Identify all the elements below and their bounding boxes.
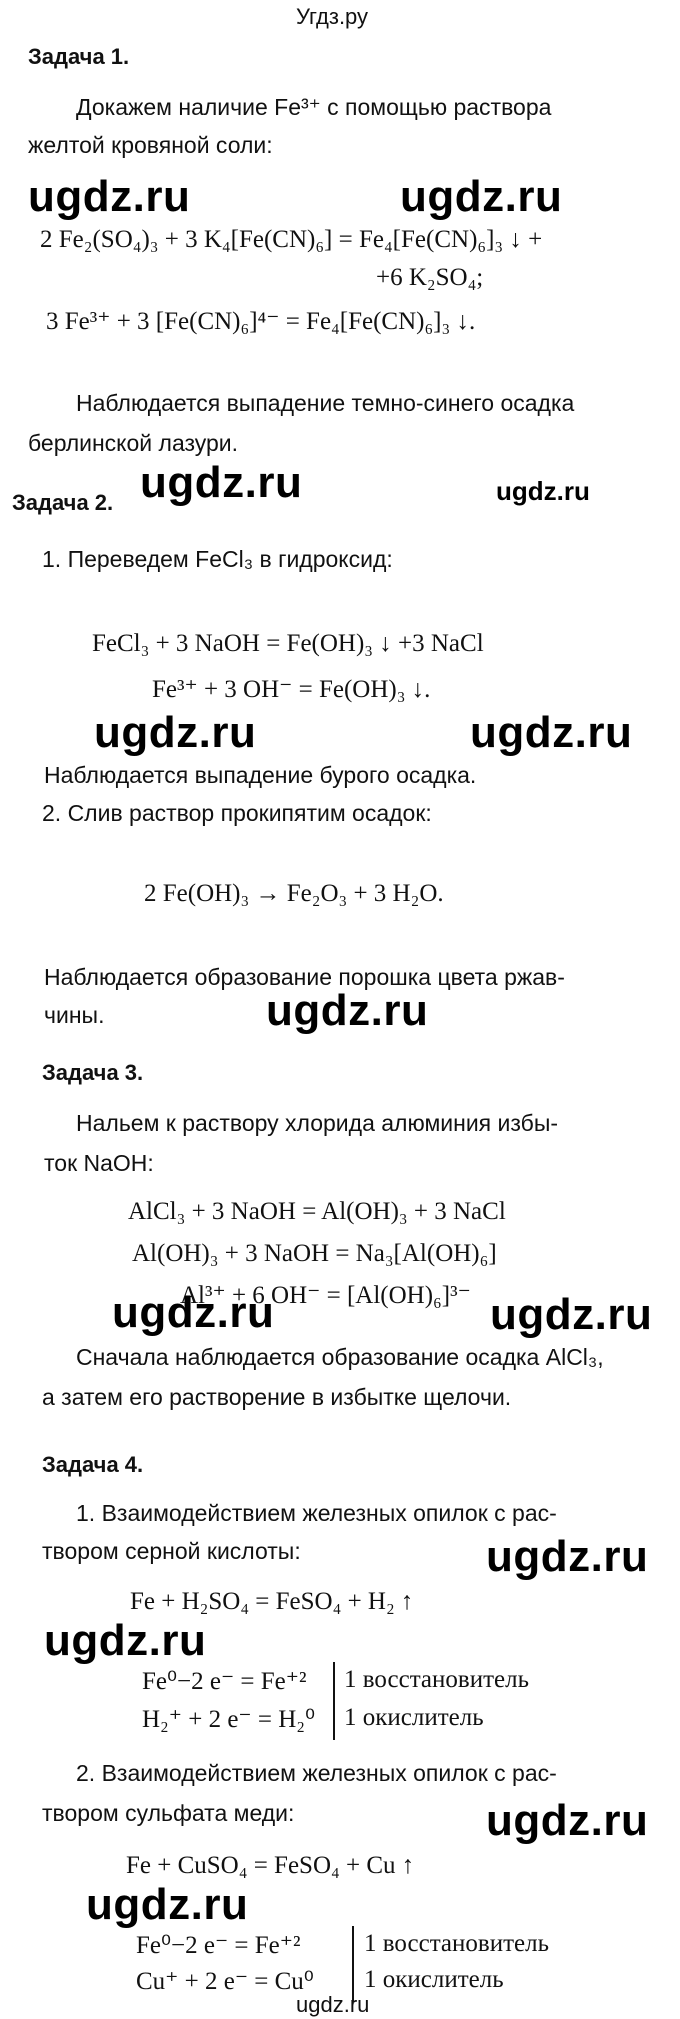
task1-equation1: 2 Fe₂(SO₄)₃ + 3 K₄[Fe(CN)₆] = Fe₄[Fe(CN)₆]₃ ↓ + (40, 226, 543, 253)
half-reaction-divider (352, 1926, 354, 2002)
watermark: ugdz.ru (44, 1616, 207, 1665)
task4-part2-line1: 2. Взаимодействием железных опилок с рас- (76, 1760, 557, 1786)
task1-intro-line2: желтой кровяной соли: (28, 132, 273, 158)
task4-title: Задача 4. (42, 1452, 144, 1477)
task4-equation2: Fe + CuSO₄ = FeSO₄ + Cu ↑ (126, 1852, 415, 1879)
site-footer: ugdz.ru (296, 1992, 370, 2017)
watermark: ugdz.ru (140, 458, 303, 507)
task3-observation-line1: Сначала наблюдается образование осадка AlCl₃, (76, 1344, 604, 1370)
task4-half2-reduction: Cu⁺ + 2 e⁻ = Cu⁰ (136, 1968, 314, 1995)
half-reaction-divider (333, 1662, 335, 1740)
task4-part1-line2: твором серной кислоты: (42, 1538, 301, 1564)
watermark: ugdz.ru (94, 708, 257, 757)
task2-equation1: FeCl₃ + 3 NaOH = Fe(OH)₃ ↓ +3 NaCl (92, 630, 484, 657)
task2-step1: 1. Переведем FeCl₃ в гидроксид: (42, 546, 393, 572)
task1-observation-line2: берлинской лазури. (28, 430, 239, 456)
task4-half2-reduction-role: 1 окислитель (364, 1966, 504, 1993)
task3-equation3: Al³⁺ + 6 OH⁻ = [Al(OH)₆]³⁻ (180, 1282, 471, 1309)
task4-equation1: Fe + H₂SO₄ = FeSO₄ + H₂ ↑ (130, 1588, 414, 1615)
task4-half1-oxidation-role: 1 восстановитель (344, 1666, 529, 1693)
task4-half1-reduction: H₂⁺ + 2 e⁻ = H₂⁰ (142, 1706, 315, 1733)
watermark: ugdz.ru (496, 476, 590, 506)
watermark: ugdz.ru (266, 986, 429, 1035)
task3-equation2: Al(OH)₃ + 3 NaOH = Na₃[Al(OH)₆] (132, 1240, 497, 1267)
task1-observation-line1: Наблюдается выпадение темно-синего осадка (76, 390, 575, 416)
watermark: ugdz.ru (470, 708, 633, 757)
task2-observation2-line1: Наблюдается образование порошка цвета ржав- (44, 964, 565, 990)
watermark: ugdz.ru (490, 1290, 653, 1339)
task2-title: Задача 2. (12, 490, 114, 515)
task2-equation3: 2 Fe(OH)₃ → Fe₂O₃ + 3 H₂O. (144, 880, 444, 907)
watermark: ugdz.ru (486, 1532, 649, 1581)
site-header: Угдз.ру (296, 4, 369, 29)
task2-step2: 2. Слив раствор прокипятим осадок: (42, 800, 432, 826)
watermark: ugdz.ru (28, 172, 191, 221)
task2-observation2-line2: чины. (44, 1002, 105, 1028)
task4-half2-oxidation: Fe⁰−2 e⁻ = Fe⁺² (136, 1932, 301, 1959)
task4-half1-oxidation: Fe⁰−2 e⁻ = Fe⁺² (142, 1668, 307, 1695)
task4-part2-line2: твором сульфата меди: (42, 1800, 295, 1826)
task3-intro-line1: Нальем к раствору хлорида алюминия избы- (76, 1110, 559, 1136)
task1-equation2: 3 Fe³⁺ + 3 [Fe(CN)₆]⁴⁻ = Fe₄[Fe(CN)₆]₃ ↓. (46, 308, 476, 335)
watermark: ugdz.ru (486, 1796, 649, 1845)
watermark: ugdz.ru (86, 1880, 249, 1929)
task2-equation2: Fe³⁺ + 3 OH⁻ = Fe(OH)₃ ↓. (152, 676, 431, 703)
task3-observation-line2: а затем его растворение в избытке щелочи. (42, 1384, 512, 1410)
task3-intro-line2: ток NaOH: (44, 1150, 154, 1176)
task1-equation1-cont: +6 K₂SO₄; (376, 264, 484, 291)
task2-observation1: Наблюдается выпадение бурого осадка. (44, 762, 477, 788)
task1-title: Задача 1. (28, 44, 130, 69)
watermark: ugdz.ru (112, 1288, 275, 1337)
task4-half1-reduction-role: 1 окислитель (344, 1704, 484, 1731)
task1-intro-line1: Докажем наличие Fe³⁺ с помощью раствора (76, 94, 552, 120)
task4-part1-line1: 1. Взаимодействием железных опилок с рас- (76, 1500, 557, 1526)
task4-half2-oxidation-role: 1 восстановитель (364, 1930, 549, 1957)
watermark: ugdz.ru (400, 172, 563, 221)
task3-equation1: AlCl₃ + 3 NaOH = Al(OH)₃ + 3 NaCl (128, 1198, 506, 1225)
task3-title: Задача 3. (42, 1060, 144, 1085)
